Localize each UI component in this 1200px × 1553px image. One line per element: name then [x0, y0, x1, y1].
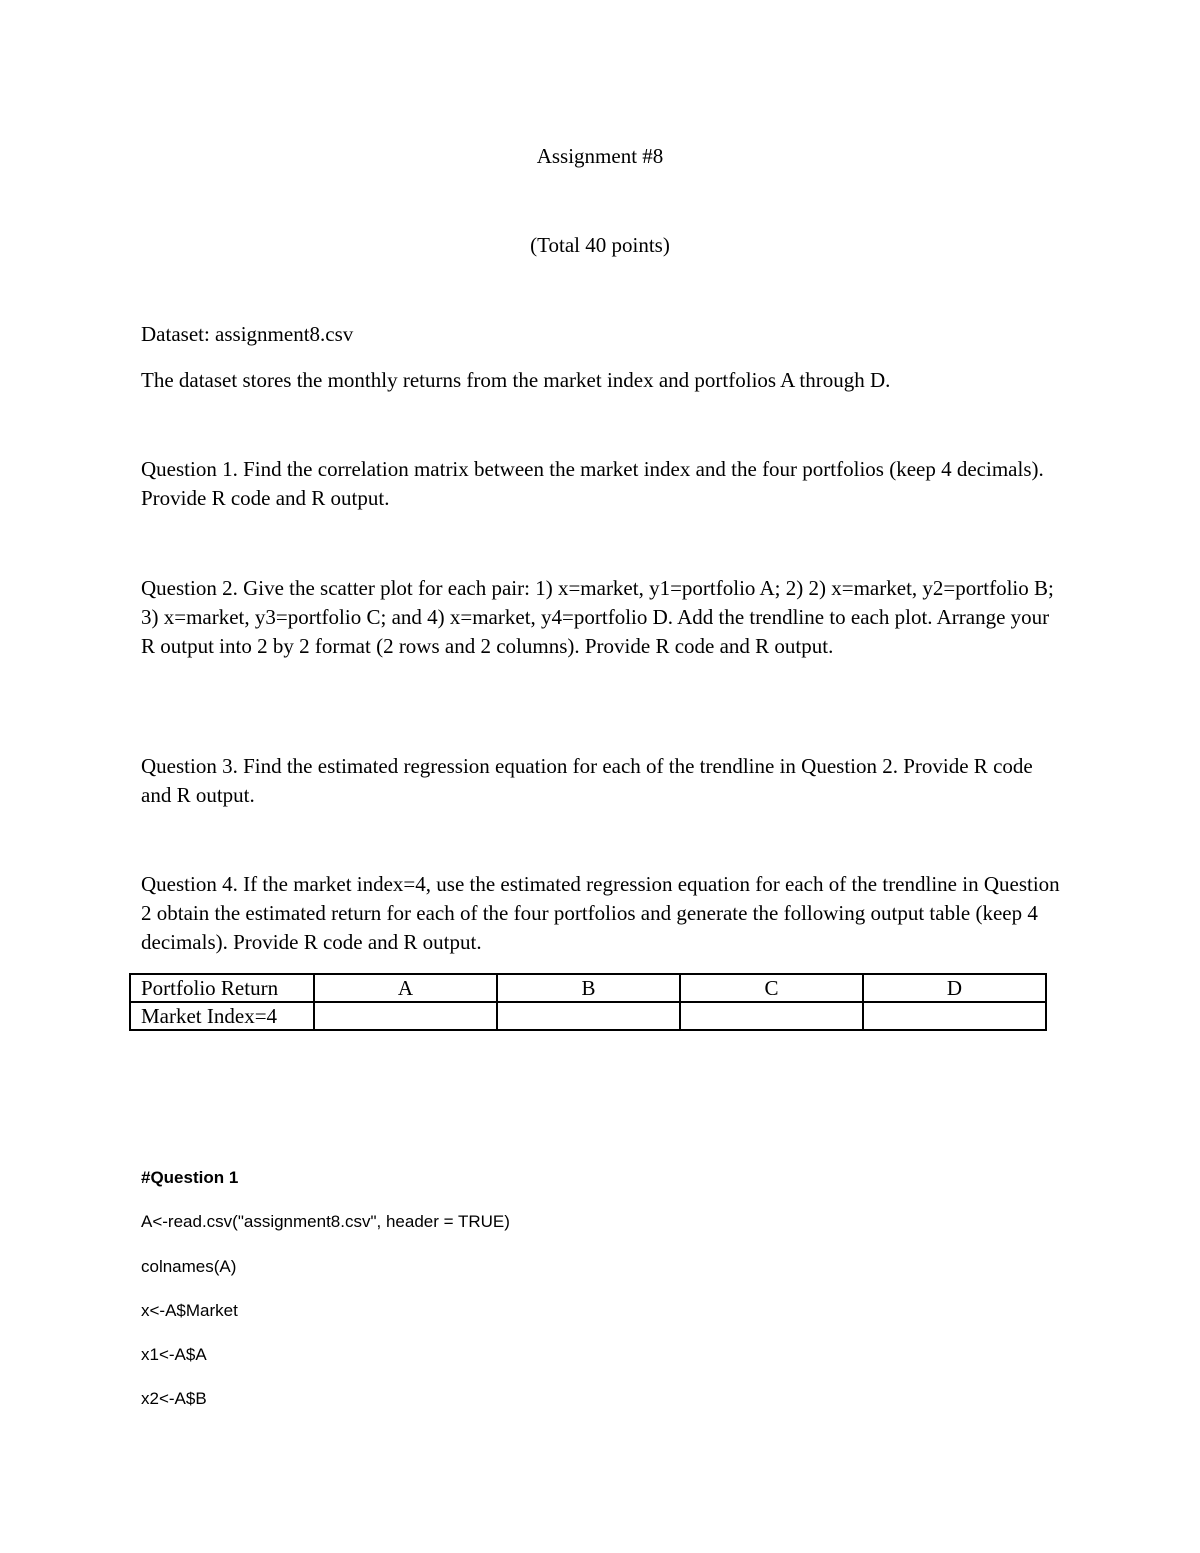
table-header-cell: A [314, 974, 497, 1002]
code-line: x<-A$Market [141, 1301, 238, 1320]
code-heading: #Question 1 [141, 1168, 239, 1187]
dataset-description: The dataset stores the monthly returns from the market index and portfolios A through D. [141, 368, 891, 392]
code-line: A<-read.csv("assignment8.csv", header = TRUE) [141, 1212, 510, 1231]
question-1: Question 1. Find the correlation matrix between the market index and the four portfolios (keep 4 decimals). Provide R code and R output. [141, 457, 1044, 510]
table-cell [680, 1002, 863, 1030]
table-cell [497, 1002, 680, 1030]
question-3: Question 3. Find the estimated regression equation for each of the trendline in Question 2. Provide R code and R output. [141, 754, 1033, 807]
table-header-cell: B [497, 974, 680, 1002]
question-2: Question 2. Give the scatter plot for each pair: 1) x=market, y1=portfolio A; 2) 2) x=market, y2=portfolio B; 3) x=market, y3=portfolio C; and 4) x=market, y4=portfolio D. Add the trendline to each plot. Arrange your R output into 2 by 2 format (2 rows and 2 columns). Provide R code and R output. [141, 576, 1054, 658]
code-line: x1<-A$A [141, 1345, 207, 1364]
table-header-cell: C [680, 974, 863, 1002]
output-table [129, 973, 1047, 1031]
table-header-cell: D [863, 974, 1046, 1002]
table-row [130, 1002, 1046, 1030]
question-4: Question 4. If the market index=4, use the estimated regression equation for each of the trendline in Question 2 obtain the estimated return for each of the four portfolios and generate the following output table (keep 4 decimals). Provide R code and R output. [141, 872, 1060, 954]
table-cell [863, 1002, 1046, 1030]
code-line: x2<-A$B [141, 1389, 207, 1408]
table-header-row [130, 974, 1046, 1002]
table-cell: Market Index=4 [130, 1002, 314, 1030]
document-title: Assignment #8 [536, 144, 664, 168]
document-subtitle: (Total 40 points) [530, 233, 670, 257]
table-cell [314, 1002, 497, 1030]
dataset-line: Dataset: assignment8.csv [141, 322, 354, 346]
table-header-cell: Portfolio Return [130, 974, 314, 1002]
code-line: colnames(A) [141, 1257, 237, 1276]
